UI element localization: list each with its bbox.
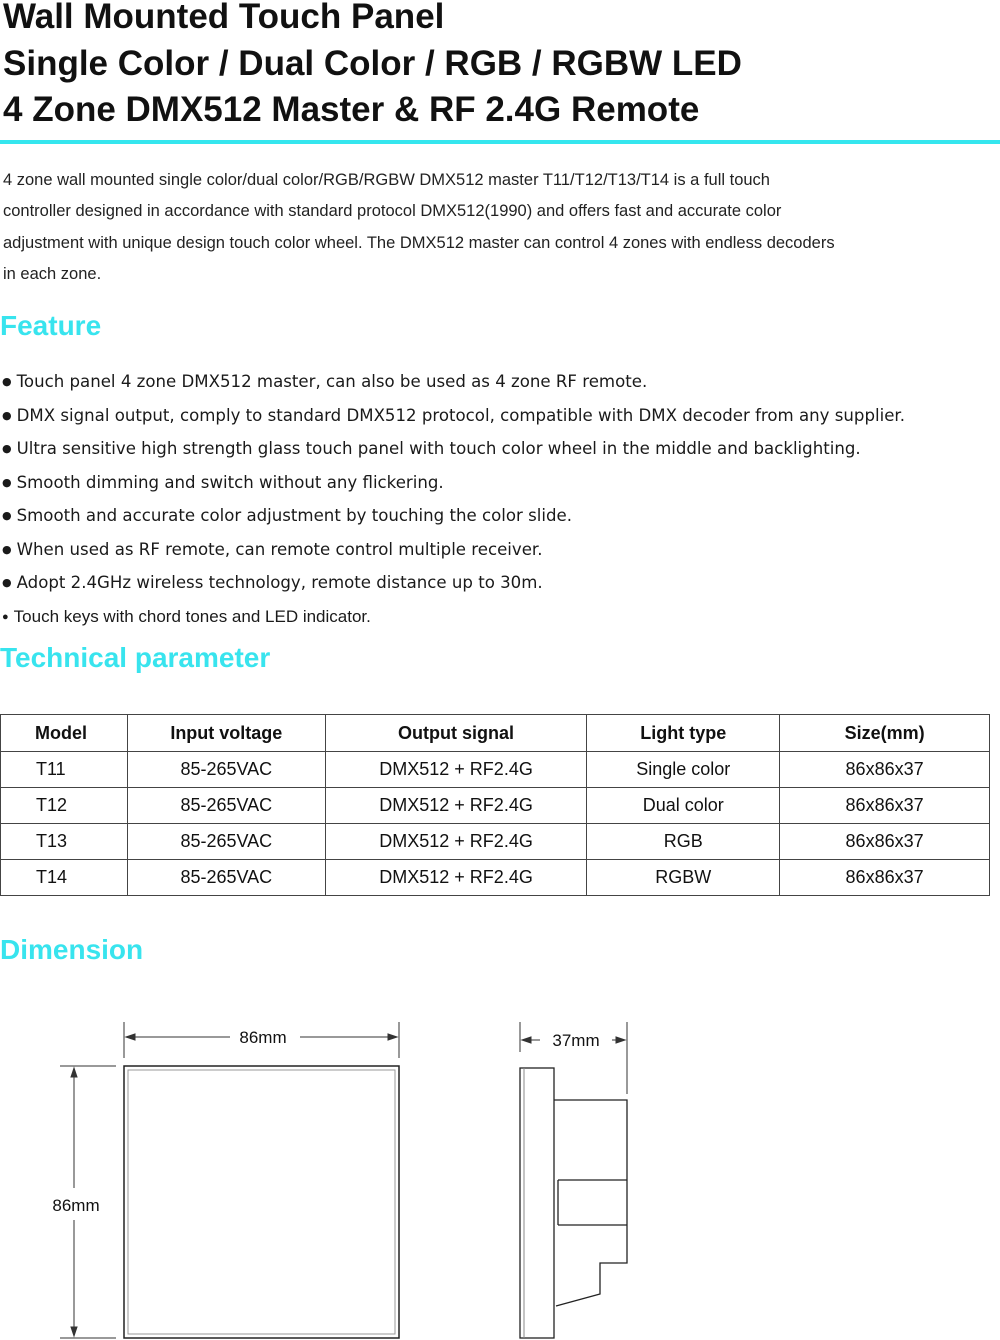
cell-input-voltage: 85-265VAC (127, 752, 325, 788)
column-header-model: Model (1, 715, 128, 752)
bullet-icon: ● (2, 408, 12, 422)
feature-text: Smooth dimming and switch without any flickering. (16, 472, 444, 492)
cell-light-type: RGB (587, 824, 780, 860)
cell-input-voltage: 85-265VAC (127, 860, 325, 896)
bullet-icon: ● (2, 475, 12, 489)
feature-item (2, 432, 1000, 466)
side-depth-label: 37mm (552, 1031, 600, 1050)
bullet-icon: ● (2, 576, 12, 589)
column-header-light-type: Light type (587, 715, 780, 752)
feature-list (2, 365, 1000, 634)
title-block (3, 0, 742, 134)
bullet-icon: ● (2, 375, 12, 388)
cell-input-voltage: 85-265VAC (127, 788, 325, 824)
cell-output-signal: DMX512 + RF2.4G (325, 752, 587, 788)
side-view-profile (520, 1068, 627, 1338)
cell-model: T11 (1, 752, 128, 788)
feature-item (2, 466, 1000, 500)
bullet-icon: ● (2, 542, 12, 556)
intro-line: adjustment with unique design touch color wheel. The DMX512 master can control 4 zones with endless decoders (3, 233, 835, 252)
cell-size: 86x86x37 (780, 860, 990, 896)
column-header-output-signal: Output signal (325, 715, 587, 752)
cell-output-signal: DMX512 + RF2.4G (325, 788, 587, 824)
bullet-icon: ● (2, 509, 12, 522)
cell-input-voltage: 85-265VAC (127, 824, 325, 860)
feature-text: Touch panel 4 zone DMX512 master, can also be used as 4 zone RF remote. (16, 372, 648, 391)
cell-size: 86x86x37 (780, 752, 990, 788)
dimension-drawing (0, 1010, 1000, 1340)
table-row (1, 788, 990, 824)
page-title-line-3: 4 Zone DMX512 Master & RF 2.4G Remote (3, 90, 700, 129)
page-title-line-2: Single Color / Dual Color / RGB / RGBW LED (3, 43, 742, 83)
table-header-row (1, 715, 990, 752)
feature-heading: Feature (0, 310, 102, 341)
table-row (1, 824, 990, 860)
cell-size: 86x86x37 (780, 824, 990, 860)
feature-item (2, 365, 1000, 399)
feature-text: Ultra sensitive high strength glass touch panel with touch color wheel in the middle and backlighting. (16, 439, 861, 458)
cell-light-type: Single color (587, 752, 780, 788)
feature-item (2, 533, 1000, 567)
feature-item (2, 399, 1000, 433)
front-width-label: 86mm (239, 1028, 287, 1047)
feature-text: Adopt 2.4GHz wireless technology, remote distance up to 30m. (16, 573, 543, 592)
feature-text: Touch keys with chord tones and LED indicator. (13, 606, 371, 626)
intro-line: controller designed in accordance with standard protocol DMX512(1990) and offers fast and accurate color (3, 202, 782, 221)
bullet-icon: ● (2, 442, 12, 455)
feature-text: When used as RF remote, can remote control multiple receiver. (16, 539, 543, 559)
feature-item (2, 566, 1000, 600)
cell-output-signal: DMX512 + RF2.4G (325, 860, 587, 896)
cell-model: T12 (1, 788, 128, 824)
front-view-panel (124, 1066, 399, 1338)
cell-size: 86x86x37 (780, 788, 990, 824)
intro-line: 4 zone wall mounted single color/dual color/RGB/RGBW DMX512 master T11/T12/T13/T14 is a full touch (3, 171, 770, 189)
feature-item (2, 499, 1000, 533)
cell-output-signal: DMX512 + RF2.4G (325, 824, 587, 860)
table-row (1, 752, 990, 788)
dimension-heading: Dimension (0, 934, 144, 965)
bullet-icon: ● (2, 610, 9, 623)
title-divider (0, 140, 1000, 144)
cell-light-type: Dual color (587, 788, 780, 824)
technical-parameter-table (0, 714, 990, 896)
feature-item (2, 600, 1000, 635)
table-row (1, 860, 990, 896)
cell-model: T14 (1, 860, 128, 896)
front-height-label: 86mm (52, 1196, 100, 1215)
intro-paragraph (3, 165, 993, 291)
technical-parameter-heading: Technical parameter (0, 642, 271, 673)
cell-model: T13 (1, 824, 128, 860)
column-header-input-voltage: Input voltage (127, 715, 325, 752)
intro-line: in each zone. (3, 265, 102, 284)
feature-text: DMX signal output, comply to standard DMX512 protocol, compatible with DMX decoder from any supplier. (16, 405, 905, 425)
feature-text: Smooth and accurate color adjustment by touching the color slide. (16, 506, 573, 525)
cell-light-type: RGBW (587, 860, 780, 896)
column-header-size: Size(mm) (780, 715, 990, 752)
page-title-line-1: Wall Mounted Touch Panel (3, 0, 445, 36)
